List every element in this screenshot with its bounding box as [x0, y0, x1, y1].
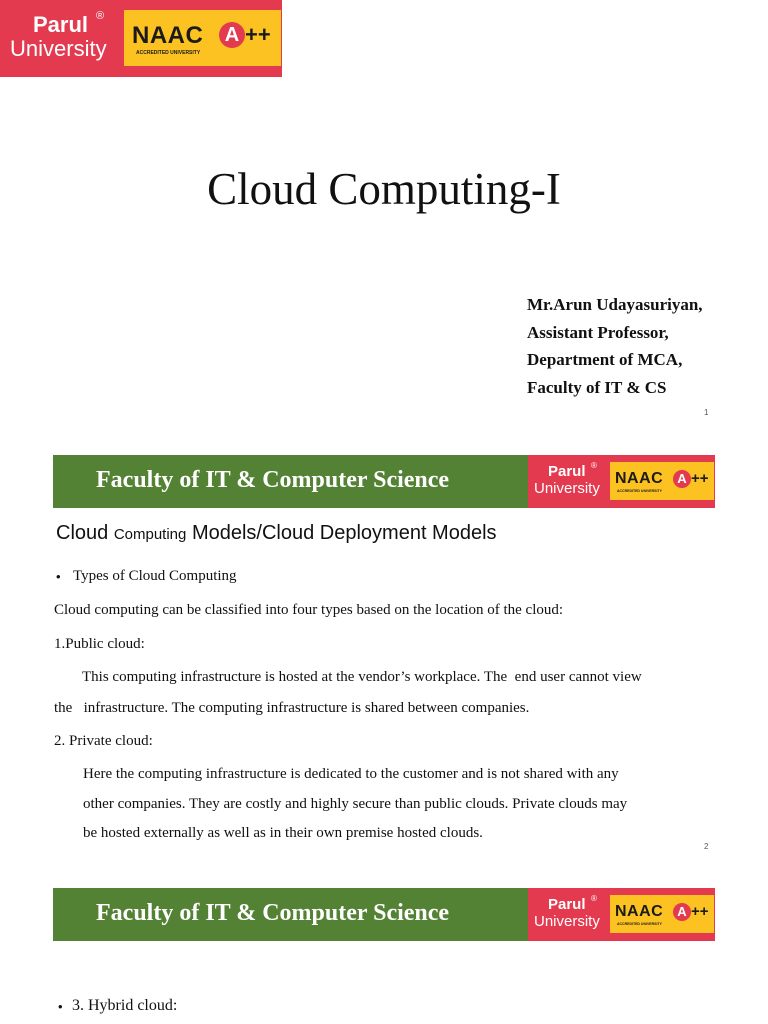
naac-sub-label: ACCREDITED UNIVERSITY	[617, 489, 662, 493]
author-name: Mr.Arun Udayasuriyan,	[527, 295, 703, 314]
public-cloud-heading: 1.Public cloud:	[54, 636, 145, 652]
naac-badge	[610, 895, 714, 933]
logo-brand: Parul	[33, 12, 89, 37]
page-number: 1	[704, 408, 709, 417]
heading-part-3: Models/Cloud Deployment Models	[191, 522, 497, 544]
logo-registered-mark: ®	[591, 461, 597, 470]
university-logo	[0, 0, 282, 77]
author-department: Department of MCA,	[527, 350, 683, 369]
logo-brand: Parul	[548, 896, 586, 913]
bullet-icon: •	[56, 569, 61, 584]
naac-sub-label: ACCREDITED UNIVERSITY	[136, 50, 201, 56]
slide-heading	[56, 522, 497, 545]
naac-grade: A	[673, 470, 691, 488]
naac-grade: A	[219, 22, 245, 48]
naac-grade-plus: ++	[691, 470, 709, 487]
public-cloud-text-1: This computing infrastructure is hosted at the vendor’s workplace. The end user cannot view	[82, 669, 642, 685]
bullet-icon: •	[58, 999, 63, 1014]
logo-brand: Parul	[548, 463, 586, 480]
author-designation: Assistant Professor,	[527, 322, 669, 342]
header-bar	[53, 888, 715, 941]
logo-registered-mark: ®	[591, 894, 597, 903]
bullet-text: 3. Hybrid cloud:	[72, 997, 178, 1014]
university-logo	[528, 888, 715, 941]
naac-grade-plus: ++	[245, 22, 271, 47]
author-faculty: Faculty of IT & CS	[527, 377, 667, 397]
private-cloud-heading: 2. Private cloud:	[54, 733, 153, 749]
logo-brand-sub: University	[534, 913, 600, 930]
header-title: Faculty of IT & Computer Science	[96, 467, 450, 493]
header-title: Faculty of IT & Computer Science	[96, 900, 450, 926]
logo-registered-mark: ®	[96, 10, 105, 22]
naac-label: NAAC	[615, 470, 664, 487]
private-cloud-text-3: be hosted externally as well as in their own premise hosted clouds.	[83, 825, 483, 841]
heading-part-2: Computing	[113, 526, 187, 543]
logo-brand-sub: University	[10, 36, 107, 61]
naac-badge	[124, 10, 281, 66]
header-bar	[53, 455, 715, 508]
bullet-text: Types of Cloud Computing	[73, 568, 237, 584]
public-cloud-text-2: the infrastructure. The computing infrastructure is shared between companies.	[54, 700, 530, 716]
university-logo	[528, 455, 715, 508]
page-number: 2	[704, 842, 709, 851]
logo-brand-sub: University	[534, 480, 600, 497]
heading-part-1: Cloud	[56, 522, 109, 544]
naac-sub-label: ACCREDITED UNIVERSITY	[617, 922, 662, 926]
intro-text: Cloud computing can be classified into four types based on the location of the cloud:	[54, 602, 564, 618]
private-cloud-text-1: Here the computing infrastructure is dedicated to the customer and is not shared with any	[83, 766, 619, 782]
naac-label: NAAC	[132, 22, 204, 49]
naac-label: NAAC	[615, 903, 664, 920]
naac-grade-plus: ++	[691, 903, 709, 920]
private-cloud-text-2: other companies. They are costly and highly secure than public clouds. Private clouds may	[83, 796, 628, 812]
naac-badge	[610, 462, 714, 500]
slide-title: Cloud Computing-I	[207, 164, 561, 214]
author-block	[527, 291, 703, 401]
naac-grade: A	[673, 903, 691, 921]
